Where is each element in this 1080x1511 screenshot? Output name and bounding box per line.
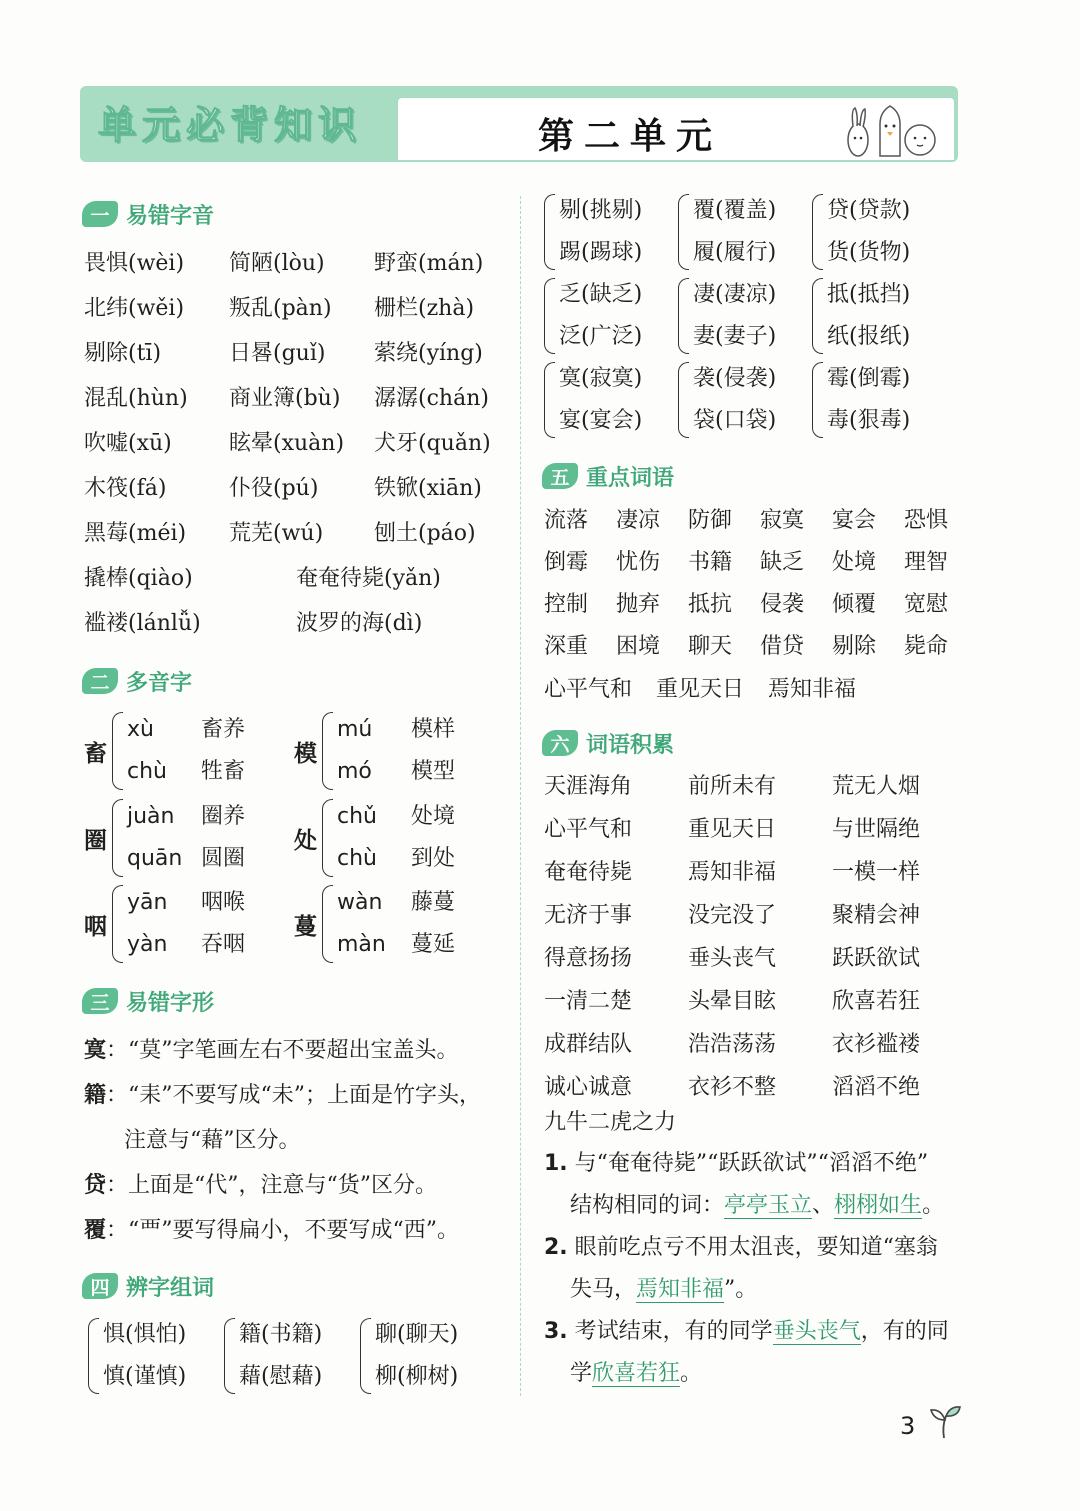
word: 圆圈: [201, 846, 246, 871]
section-4-head: [82, 1270, 214, 1302]
header-left-title: 单元必背知识: [98, 103, 363, 147]
polyphone-char: 圈: [84, 826, 107, 854]
word: 蔓延: [411, 932, 456, 957]
section-title: 辨字组词: [126, 1275, 215, 1301]
pinyin-grid-2: [84, 562, 526, 640]
pinyin-item: 撬棒(qiào): [84, 566, 193, 591]
polyphone-item: [294, 799, 455, 877]
word: 藤蔓: [411, 890, 456, 915]
pinyin-item: 仆役(pú): [229, 476, 319, 501]
section-badge: 四: [82, 1273, 118, 1299]
pinyin: wàn: [337, 890, 383, 915]
section-badge: 二: [82, 668, 118, 694]
brace: [112, 799, 123, 877]
char-group: 贷(贷款) 货(货物): [812, 194, 910, 270]
polyphone-item: [84, 712, 245, 790]
word: 圈养: [201, 804, 246, 829]
pinyin-item: 木筏(fá): [84, 476, 167, 501]
pinyin-item: 叛乱(pàn): [229, 296, 332, 321]
shape-line: 覆：“覀”要写得扁小，不要写成“西”。: [84, 1217, 460, 1243]
polyphone-item: [294, 885, 455, 963]
polyphone-item: [294, 712, 455, 790]
pinyin-grid: [84, 247, 519, 550]
pinyin-item: 野蛮(mán): [374, 251, 484, 276]
pinyin: juàn: [127, 804, 175, 829]
char-group: 籍(书籍) 藉(慰藉): [224, 1318, 322, 1394]
mascot-icon: [840, 100, 940, 160]
polyphone-char: 模: [294, 739, 317, 767]
polyphone-char: 畜: [84, 739, 107, 767]
pinyin-item: 奄奄待毙(yǎn): [296, 566, 441, 591]
pinyin-item: 萦绕(yíng): [374, 341, 483, 366]
pinyin-item: 剔除(tī): [84, 341, 162, 366]
word: 咽喉: [201, 890, 246, 915]
brace: [322, 799, 333, 877]
char-group: 袭(侵袭) 袋(口袋): [678, 362, 776, 438]
pinyin-item: 铁锨(xiān): [374, 476, 482, 501]
pinyin-item: 北纬(wěi): [84, 296, 185, 321]
pinyin: xù: [127, 717, 154, 742]
pinyin-item: 波罗的海(dì): [296, 611, 423, 636]
shape-line: 寞：“莫”字笔画左右不要超出宝盖头。: [84, 1037, 459, 1063]
section-badge: 六: [542, 730, 578, 756]
answer: 欣喜若狂: [592, 1361, 681, 1386]
pinyin-item: 荒芜(wú): [229, 521, 324, 546]
pinyin-item: 畏惧(wèi): [84, 251, 185, 276]
pinyin-item: 吹嘘(xū): [84, 431, 172, 456]
header-title-box: [398, 98, 954, 160]
pinyin: yān: [127, 890, 168, 915]
column-divider: [520, 196, 521, 1396]
section-6-head: [542, 727, 674, 759]
shape-line: 籍：“耒”不要写成“未”；上面是竹字头，: [84, 1082, 482, 1108]
pinyin: màn: [337, 932, 386, 957]
section-title: 多音字: [126, 670, 193, 696]
pinyin-item: 褴褛(lánlǚ): [84, 611, 201, 636]
pinyin: chù: [337, 846, 377, 871]
key-words-last-row: 心平气和 重见天日 焉知非福: [544, 677, 857, 702]
answer: 栩栩如生: [834, 1193, 923, 1218]
exercise-3: 3. 考试结束，有的同学垂头丧气，有的同: [544, 1319, 949, 1344]
sprout-icon: [928, 1404, 962, 1440]
word: 处境: [411, 804, 456, 829]
exercise-2: 2. 眼前吃点亏不用太沮丧，要知道“塞翁: [544, 1235, 938, 1260]
pinyin: quān: [127, 846, 183, 871]
page-number: 3: [900, 1412, 916, 1440]
section-badge: 三: [82, 988, 118, 1014]
shape-line: 注意与“藉”区分。: [124, 1128, 301, 1153]
pinyin-item: 潺潺(chán): [374, 386, 489, 411]
brace: [322, 712, 333, 790]
polyphone-item: [84, 799, 245, 877]
pinyin-item: 日晷(guǐ): [229, 341, 326, 366]
char-group: 剔(挑剔) 踢(踢球): [544, 194, 642, 270]
word: 牲畜: [201, 759, 246, 784]
word: 吞咽: [201, 932, 246, 957]
section-badge: 一: [82, 201, 118, 227]
char-group: 抵(抵挡) 纸(报纸): [812, 278, 910, 354]
polyphone-char: 咽: [84, 912, 107, 940]
word: 模型: [411, 759, 456, 784]
char-group: 凄(凄凉) 妻(妻子): [678, 278, 776, 354]
word: 到处: [411, 846, 456, 871]
key-words-grid: 流落 凄凉 防御 寂寞 宴会 恐惧 倒霉 忧伤 书籍 缺乏 处境 理智 控制 抛弃 抵抗 侵袭 倾覆 宽慰 深重 困境 聊天 借贷 剔除 毙命: [544, 508, 949, 659]
section-title: 词语积累: [586, 732, 675, 758]
answer: 亭亭玉立: [724, 1193, 813, 1218]
pinyin: mó: [337, 759, 372, 784]
answer: 垂头丧气: [772, 1319, 861, 1344]
pinyin-item: 眩晕(xuàn): [229, 431, 345, 456]
section-badge: 五: [542, 463, 578, 489]
answer: 焉知非福: [636, 1277, 725, 1302]
exercise-list: 1. 与“奄奄待毙”“跃跃欲试”“滔滔不绝” 结构相同的词：亭亭玉立、栩栩如生。 2. 眼前吃点亏不用太沮丧，要知道“塞翁 失马，焉知非福”。 3. 考试结束，有的同学垂头丧气，有的同 学欣喜若狂。: [544, 1143, 964, 1395]
section-title: 易错字音: [126, 203, 215, 229]
brace: [112, 885, 123, 963]
shape-notes: [84, 1028, 514, 1253]
polyphone-char: 处: [294, 826, 317, 854]
header-banner: [80, 86, 958, 162]
pinyin-item: 黑莓(méi): [84, 521, 187, 546]
char-group: 覆(覆盖) 履(履行): [678, 194, 776, 270]
char-group: 聊(聊天) 柳(柳树): [360, 1318, 458, 1394]
pinyin: chǔ: [337, 804, 377, 829]
section-1-head: [82, 198, 214, 230]
word-accumulation-last: 九牛二虎之力: [544, 1110, 677, 1135]
exercise-1: 1. 与“奄奄待毙”“跃跃欲试”“滔滔不绝”: [544, 1151, 929, 1176]
pinyin-item: 刨土(páo): [374, 521, 476, 546]
pinyin-item: 商业簿(bù): [229, 386, 341, 411]
pinyin-item: 简陋(lòu): [229, 251, 325, 276]
word: 模样: [411, 717, 456, 742]
pinyin: chù: [127, 759, 167, 784]
char-group: 霉(倒霉) 毒(狠毒): [812, 362, 910, 438]
section-3-head: [82, 985, 214, 1017]
section-2-head: [82, 665, 192, 697]
char-group: 惧(惧怕) 慎(谨慎): [88, 1318, 186, 1394]
section-5-head: [542, 460, 674, 492]
shape-line: 贷：上面是“代”，注意与“货”区分。: [84, 1172, 438, 1198]
word: 畜养: [201, 717, 246, 742]
word-accumulation-grid: 天涯海角 前所未有 荒无人烟 心平气和 重见天日 与世隔绝 奄奄待毙 焉知非福 一模一样 无济于事 没完没了 聚精会神 得意扬扬 垂头丧气 跃跃欲试 一清二楚 头晕目眩 欣喜若狂 成群结队 浩浩荡荡 衣衫褴褛 诚心诚意 衣衫不整 滔滔不绝: [544, 774, 921, 1100]
char-group: 寞(寂寞) 宴(宴会): [544, 362, 642, 438]
char-group: 乏(缺乏) 泛(广泛): [544, 278, 642, 354]
polyphone-item: [84, 885, 245, 963]
pinyin-item: 栅栏(zhà): [374, 296, 475, 321]
section-title: 重点词语: [586, 465, 675, 491]
polyphone-char: 蔓: [294, 912, 317, 940]
brace: [322, 885, 333, 963]
pinyin-item: 混乱(hùn): [84, 386, 188, 411]
section-title: 易错字形: [126, 990, 215, 1016]
pinyin-item: 犬牙(quǎn): [374, 431, 491, 456]
pinyin: mú: [337, 717, 373, 742]
brace: [112, 712, 123, 790]
unit-title: 第二单元: [538, 116, 723, 157]
pinyin: yàn: [127, 932, 168, 957]
